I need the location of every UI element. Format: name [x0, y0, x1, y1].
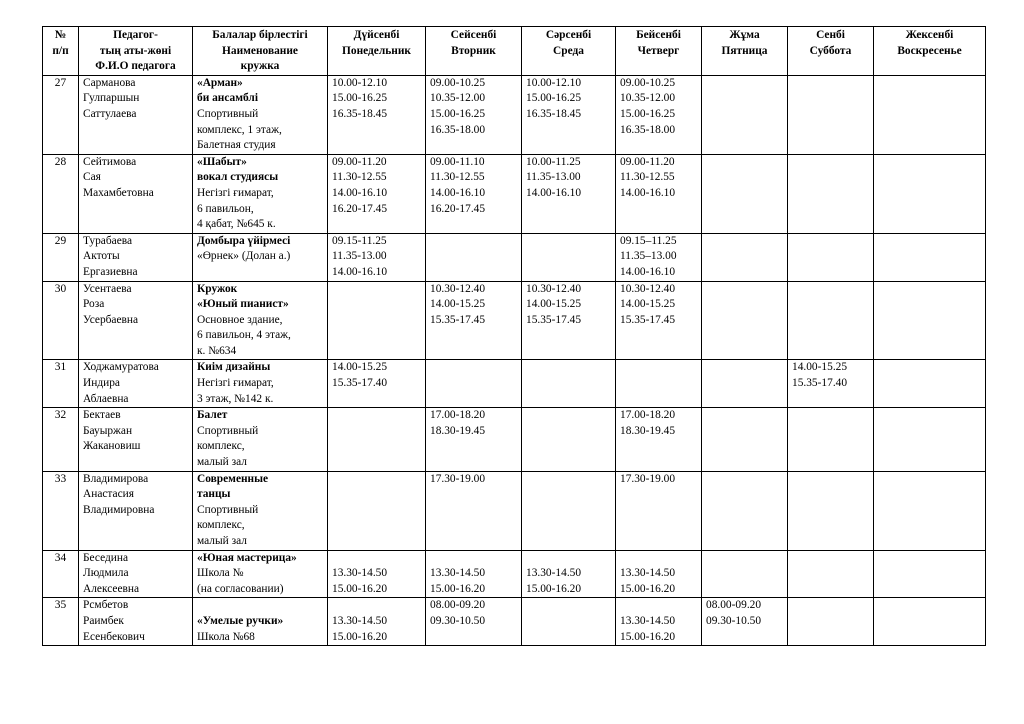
- cell-line: Балалар бірлестігі: [212, 29, 308, 41]
- cell-line: 11.35-13.00: [526, 171, 581, 184]
- header-wednesday: [522, 27, 616, 76]
- cell-line: 13.30-14.50: [430, 567, 486, 580]
- cell-line: Владимирова: [83, 472, 149, 485]
- cell-line: 11.30-12.55: [620, 171, 675, 184]
- club-line: [197, 598, 325, 614]
- schedule-friday: [702, 233, 788, 281]
- teacher-name: [79, 233, 193, 281]
- cell-line: 15.35-17.40: [332, 377, 388, 390]
- cell-line: [430, 551, 519, 567]
- teacher-name: [79, 471, 193, 550]
- club-line: (на согласовании): [197, 582, 284, 595]
- club-line: «Юный пианист»: [197, 298, 289, 311]
- cell-line: 16.35-18.00: [430, 123, 486, 136]
- cell-line: Усербаевна: [83, 313, 139, 326]
- cell-line: 09.30-10.50: [430, 614, 486, 627]
- cell-line: Аблаевна: [83, 392, 129, 405]
- cell-line: Сенбі: [816, 29, 845, 41]
- table-row: [43, 408, 986, 471]
- cell-line: 08.00-09.20: [430, 599, 486, 612]
- schedule-tuesday: [426, 233, 522, 281]
- teacher-name: [79, 408, 193, 471]
- cell-line: Дүйсенбі: [353, 29, 400, 41]
- cell-line: 15.35-17.45: [526, 313, 582, 326]
- cell-line: 11.30-12.55: [332, 171, 387, 184]
- club-name: [193, 75, 328, 154]
- cell-line: Беседина: [83, 551, 129, 564]
- schedule-friday: [702, 281, 788, 360]
- club-line: «Өрнек» (Долан а.): [197, 250, 291, 263]
- club-line: Спортивный: [197, 503, 259, 516]
- table-row: [43, 471, 986, 550]
- cell-line: 18.30-19.45: [620, 424, 676, 437]
- club-line: к. №634: [197, 344, 237, 357]
- schedule-tuesday: [426, 550, 522, 598]
- cell-line: Раимбек: [83, 614, 124, 627]
- club-name: [193, 408, 328, 471]
- cell-line: 09.00-11.20: [332, 155, 387, 168]
- header-club: [193, 27, 328, 76]
- row-number: 33: [43, 471, 79, 550]
- schedule-body: [43, 75, 986, 645]
- schedule-monday: [328, 75, 426, 154]
- cell-line: 09.00-11.20: [620, 155, 675, 168]
- cell-line: 08.00-09.20: [706, 599, 762, 612]
- schedule-thursday: [616, 471, 702, 550]
- cell-line: 09.00-11.10: [430, 155, 485, 168]
- row-number: 30: [43, 281, 79, 360]
- schedule-friday: [702, 471, 788, 550]
- cell-line: 17.00-18.20: [620, 409, 676, 422]
- header-teacher: [79, 27, 193, 76]
- cell-line: 13.30-14.50: [620, 567, 676, 580]
- schedule-sunday: [874, 281, 986, 360]
- cell-line: 16.35-18.45: [332, 107, 388, 120]
- table-row: [43, 75, 986, 154]
- cell-line: Алексеевна: [83, 582, 140, 595]
- cell-line: Суббота: [809, 44, 852, 57]
- cell-line: Есенбекович: [83, 630, 145, 643]
- schedule-monday: [328, 550, 426, 598]
- cell-line: Среда: [553, 44, 584, 57]
- cell-line: Актоты: [83, 250, 120, 263]
- cell-line: Педагог-: [113, 29, 158, 41]
- club-line: комплекс, 1 этаж,: [197, 123, 282, 136]
- cell-line: Сарманова: [83, 76, 136, 89]
- cell-line: 14.00-16.10: [332, 186, 388, 199]
- cell-line: Сая: [83, 171, 101, 184]
- cell-line: 11.35–13.00: [620, 250, 677, 263]
- cell-line: 17.30-19.00: [620, 472, 676, 485]
- schedule-sunday: [874, 598, 986, 646]
- schedule-saturday: [788, 281, 874, 360]
- schedule-friday: [702, 360, 788, 408]
- schedule-thursday: [616, 598, 702, 646]
- club-line: «Умелые ручки»: [197, 614, 284, 627]
- cell-line: Гулпаршын: [83, 92, 140, 105]
- schedule-tuesday: [426, 360, 522, 408]
- cell-line: 14.00-16.10: [430, 186, 486, 199]
- teacher-name: [79, 360, 193, 408]
- teacher-name: [79, 75, 193, 154]
- schedule-saturday: [788, 75, 874, 154]
- club-line: Балет: [197, 409, 228, 422]
- cell-line: Роза: [83, 298, 105, 311]
- table-row: [43, 550, 986, 598]
- cell-line: 15.35-17.45: [620, 313, 676, 326]
- cell-line: №: [54, 29, 67, 41]
- cell-line: Саттулаева: [83, 107, 137, 120]
- cell-line: Воскресенье: [897, 44, 962, 57]
- cell-line: 14.00-16.10: [620, 265, 676, 278]
- header-friday: [702, 27, 788, 76]
- cell-line: 16.35-18.45: [526, 107, 582, 120]
- schedule-wednesday: [522, 408, 616, 471]
- club-line: комплекс,: [197, 440, 245, 453]
- schedule-wednesday: [522, 360, 616, 408]
- cell-line: 17.30-19.00: [430, 472, 486, 485]
- cell-line: Вторник: [451, 44, 496, 57]
- club-line: Кружок: [197, 282, 238, 295]
- row-number: 29: [43, 233, 79, 281]
- header-saturday: [788, 27, 874, 76]
- row-number: 28: [43, 154, 79, 233]
- club-name: [193, 154, 328, 233]
- cell-line: 10.00-12.10: [526, 76, 582, 89]
- club-line: Основное здание,: [197, 313, 283, 326]
- cell-line: 13.30-14.50: [620, 614, 676, 627]
- cell-line: 14.00-15.25: [792, 361, 848, 374]
- cell-line: Махамбетовна: [83, 186, 154, 199]
- club-name: [193, 550, 328, 598]
- schedule-thursday: [616, 408, 702, 471]
- cell-line: 13.30-14.50: [526, 567, 582, 580]
- schedule-tuesday: [426, 598, 522, 646]
- club-name: [193, 281, 328, 360]
- cell-line: 10.35-12.00: [620, 92, 676, 105]
- club-line: танцы: [197, 488, 231, 501]
- cell-line: Ергазиевна: [83, 265, 138, 278]
- schedule-wednesday: [522, 233, 616, 281]
- club-line: 3 этаж, №142 к.: [197, 392, 274, 405]
- cell-line: 09.00-10.25: [430, 76, 486, 89]
- cell-line: 15.00-16.20: [526, 582, 582, 595]
- schedule-table: [42, 26, 986, 646]
- schedule-monday: [328, 233, 426, 281]
- schedule-tuesday: [426, 281, 522, 360]
- cell-line: 17.00-18.20: [430, 409, 486, 422]
- schedule-monday: [328, 408, 426, 471]
- schedule-thursday: [616, 75, 702, 154]
- header-tuesday: [426, 27, 522, 76]
- cell-line: 11.30-12.55: [430, 171, 485, 184]
- cell-line: тың аты-жөні: [99, 44, 172, 57]
- cell-line: Усентаева: [83, 282, 132, 295]
- club-name: [193, 471, 328, 550]
- schedule-wednesday: [522, 75, 616, 154]
- cell-line: 10.30-12.40: [620, 282, 676, 295]
- cell-line: 15.00-16.20: [620, 630, 676, 643]
- teacher-name: [79, 550, 193, 598]
- teacher-name: [79, 154, 193, 233]
- schedule-sunday: [874, 360, 986, 408]
- cell-line: 15.00-16.25: [620, 107, 676, 120]
- cell-line: 15.35-17.45: [430, 313, 486, 326]
- cell-line: п/п: [52, 44, 69, 57]
- header-thursday: [616, 27, 702, 76]
- schedule-monday: [328, 360, 426, 408]
- cell-line: 14.00-15.25: [620, 298, 676, 311]
- cell-line: 16.20-17.45: [430, 202, 486, 215]
- cell-line: Индира: [83, 377, 120, 390]
- club-line: 4 қабат, №645 к.: [197, 218, 276, 231]
- cell-line: 09.15–11.25: [620, 234, 677, 247]
- club-line: комплекс,: [197, 519, 245, 532]
- row-number: 32: [43, 408, 79, 471]
- club-line: Домбыра үйірмесі: [197, 234, 291, 247]
- teacher-name: [79, 598, 193, 646]
- schedule-tuesday: [426, 154, 522, 233]
- cell-line: 15.00-16.20: [332, 630, 388, 643]
- row-number: 27: [43, 75, 79, 154]
- schedule-saturday: [788, 471, 874, 550]
- cell-line: Бектаев: [83, 409, 121, 422]
- row-number: 35: [43, 598, 79, 646]
- schedule-saturday: [788, 233, 874, 281]
- cell-line: Ходжамуратова: [83, 361, 159, 374]
- schedule-wednesday: [522, 281, 616, 360]
- cell-line: Сәрсенбі: [545, 29, 592, 41]
- schedule-friday: [702, 598, 788, 646]
- club-line: Школа №: [197, 567, 244, 580]
- cell-line: 14.00-16.10: [526, 186, 582, 199]
- schedule-monday: [328, 154, 426, 233]
- club-line: би ансамблі: [197, 92, 258, 105]
- cell-line: 15.00-16.25: [332, 92, 388, 105]
- club-name: [193, 233, 328, 281]
- schedule-saturday: [788, 550, 874, 598]
- club-line: Спортивный: [197, 424, 259, 437]
- cell-line: 09.00-10.25: [620, 76, 676, 89]
- header-sunday: [874, 27, 986, 76]
- schedule-saturday: [788, 360, 874, 408]
- schedule-thursday: [616, 550, 702, 598]
- club-line: Балетная студия: [197, 139, 276, 152]
- cell-line: Турабаева: [83, 234, 133, 247]
- club-name: [193, 598, 328, 646]
- schedule-sunday: [874, 154, 986, 233]
- cell-line: 15.00-16.20: [332, 582, 388, 595]
- table-row: [43, 598, 986, 646]
- cell-line: Рсмбетов: [83, 599, 129, 612]
- cell-line: 10.00-12.10: [332, 76, 388, 89]
- club-line: 6 павильон, 4 этаж,: [197, 329, 291, 342]
- cell-line: 09.30-10.50: [706, 614, 762, 627]
- schedule-thursday: [616, 154, 702, 233]
- cell-line: Сейтимова: [83, 155, 137, 168]
- schedule-wednesday: [522, 598, 616, 646]
- schedule-sunday: [874, 408, 986, 471]
- cell-line: 14.00-15.25: [332, 361, 388, 374]
- schedule-sunday: [874, 471, 986, 550]
- cell-line: 10.35-12.00: [430, 92, 486, 105]
- schedule-tuesday: [426, 471, 522, 550]
- schedule-thursday: [616, 360, 702, 408]
- club-name: [193, 360, 328, 408]
- cell-line: Сейсенбі: [450, 29, 497, 41]
- schedule-sunday: [874, 75, 986, 154]
- header-num: [43, 27, 79, 76]
- teacher-name: [79, 281, 193, 360]
- row-number: 34: [43, 550, 79, 598]
- club-line: малый зал: [197, 535, 247, 547]
- schedule-sunday: [874, 233, 986, 281]
- header-row: [43, 27, 986, 76]
- schedule-friday: [702, 154, 788, 233]
- cell-line: Жексенбі: [905, 29, 954, 41]
- cell-line: Наименование: [222, 44, 298, 57]
- cell-line: 11.35-13.00: [332, 250, 387, 263]
- cell-line: [332, 551, 423, 567]
- schedule-saturday: [788, 154, 874, 233]
- cell-line: 15.00-16.20: [430, 582, 486, 595]
- header-monday: [328, 27, 426, 76]
- cell-line: 14.00-16.10: [620, 186, 676, 199]
- schedule-monday: [328, 281, 426, 360]
- cell-line: 16.20-17.45: [332, 202, 388, 215]
- club-line: «Арман»: [197, 76, 243, 89]
- cell-line: [526, 551, 613, 567]
- cell-line: Понедельник: [342, 44, 411, 57]
- schedule-thursday: [616, 281, 702, 360]
- cell-line: 18.30-19.45: [430, 424, 486, 437]
- club-line: Киім дизайны: [197, 361, 271, 374]
- schedule-friday: [702, 408, 788, 471]
- cell-line: 10.30-12.40: [430, 282, 486, 295]
- row-number: 31: [43, 360, 79, 408]
- cell-line: Ф.И.О педагога: [95, 60, 176, 73]
- cell-line: Людмила: [83, 567, 129, 580]
- club-line: Спортивный: [197, 107, 259, 120]
- club-line: Школа №68: [197, 630, 255, 643]
- table-row: [43, 233, 986, 281]
- cell-line: 15.35-17.40: [792, 377, 848, 390]
- table-row: [43, 281, 986, 360]
- cell-line: 15.00-16.25: [526, 92, 582, 105]
- cell-line: 15.00-16.25: [430, 107, 486, 120]
- club-line: «Шабыт»: [197, 155, 247, 168]
- schedule-wednesday: [522, 154, 616, 233]
- club-line: 6 павильон,: [197, 202, 254, 215]
- cell-line: 13.30-14.50: [332, 614, 388, 627]
- cell-line: Жұма: [729, 29, 760, 41]
- club-line: Негізгі ғимарат,: [197, 377, 274, 390]
- cell-line: [620, 598, 699, 614]
- club-line: Современные: [197, 472, 269, 485]
- cell-line: [332, 598, 423, 614]
- cell-line: 14.00-15.25: [526, 298, 582, 311]
- schedule-friday: [702, 75, 788, 154]
- cell-line: Анастасия: [83, 488, 134, 501]
- cell-line: 10.30-12.40: [526, 282, 582, 295]
- schedule-saturday: [788, 408, 874, 471]
- cell-line: 13.30-14.50: [332, 567, 388, 580]
- schedule-tuesday: [426, 408, 522, 471]
- schedule-saturday: [788, 598, 874, 646]
- club-line: «Юная мастерица»: [197, 551, 297, 564]
- schedule-wednesday: [522, 550, 616, 598]
- schedule-monday: [328, 598, 426, 646]
- club-line: малый зал: [197, 456, 247, 469]
- club-line: Негізгі ғимарат,: [197, 186, 274, 199]
- cell-line: 09.15-11.25: [332, 234, 387, 247]
- table-row: [43, 154, 986, 233]
- cell-line: Бауыржан: [83, 424, 133, 437]
- cell-line: Четверг: [637, 44, 680, 57]
- schedule-friday: [702, 550, 788, 598]
- cell-line: кружка: [240, 60, 280, 73]
- cell-line: [620, 551, 699, 567]
- cell-line: 16.35-18.00: [620, 123, 676, 136]
- schedule-thursday: [616, 233, 702, 281]
- cell-line: Бейсенбі: [636, 29, 681, 41]
- cell-line: 14.00-16.10: [332, 265, 388, 278]
- cell-line: 14.00-15.25: [430, 298, 486, 311]
- schedule-tuesday: [426, 75, 522, 154]
- cell-line: 10.00-11.25: [526, 155, 581, 168]
- cell-line: Жакановиш: [83, 440, 141, 453]
- cell-line: 15.00-16.20: [620, 582, 676, 595]
- table-row: [43, 360, 986, 408]
- schedule-wednesday: [522, 471, 616, 550]
- schedule-sunday: [874, 550, 986, 598]
- club-line: вокал студиясы: [197, 171, 279, 184]
- schedule-monday: [328, 471, 426, 550]
- cell-line: Владимировна: [83, 503, 155, 516]
- cell-line: Пятница: [721, 44, 768, 57]
